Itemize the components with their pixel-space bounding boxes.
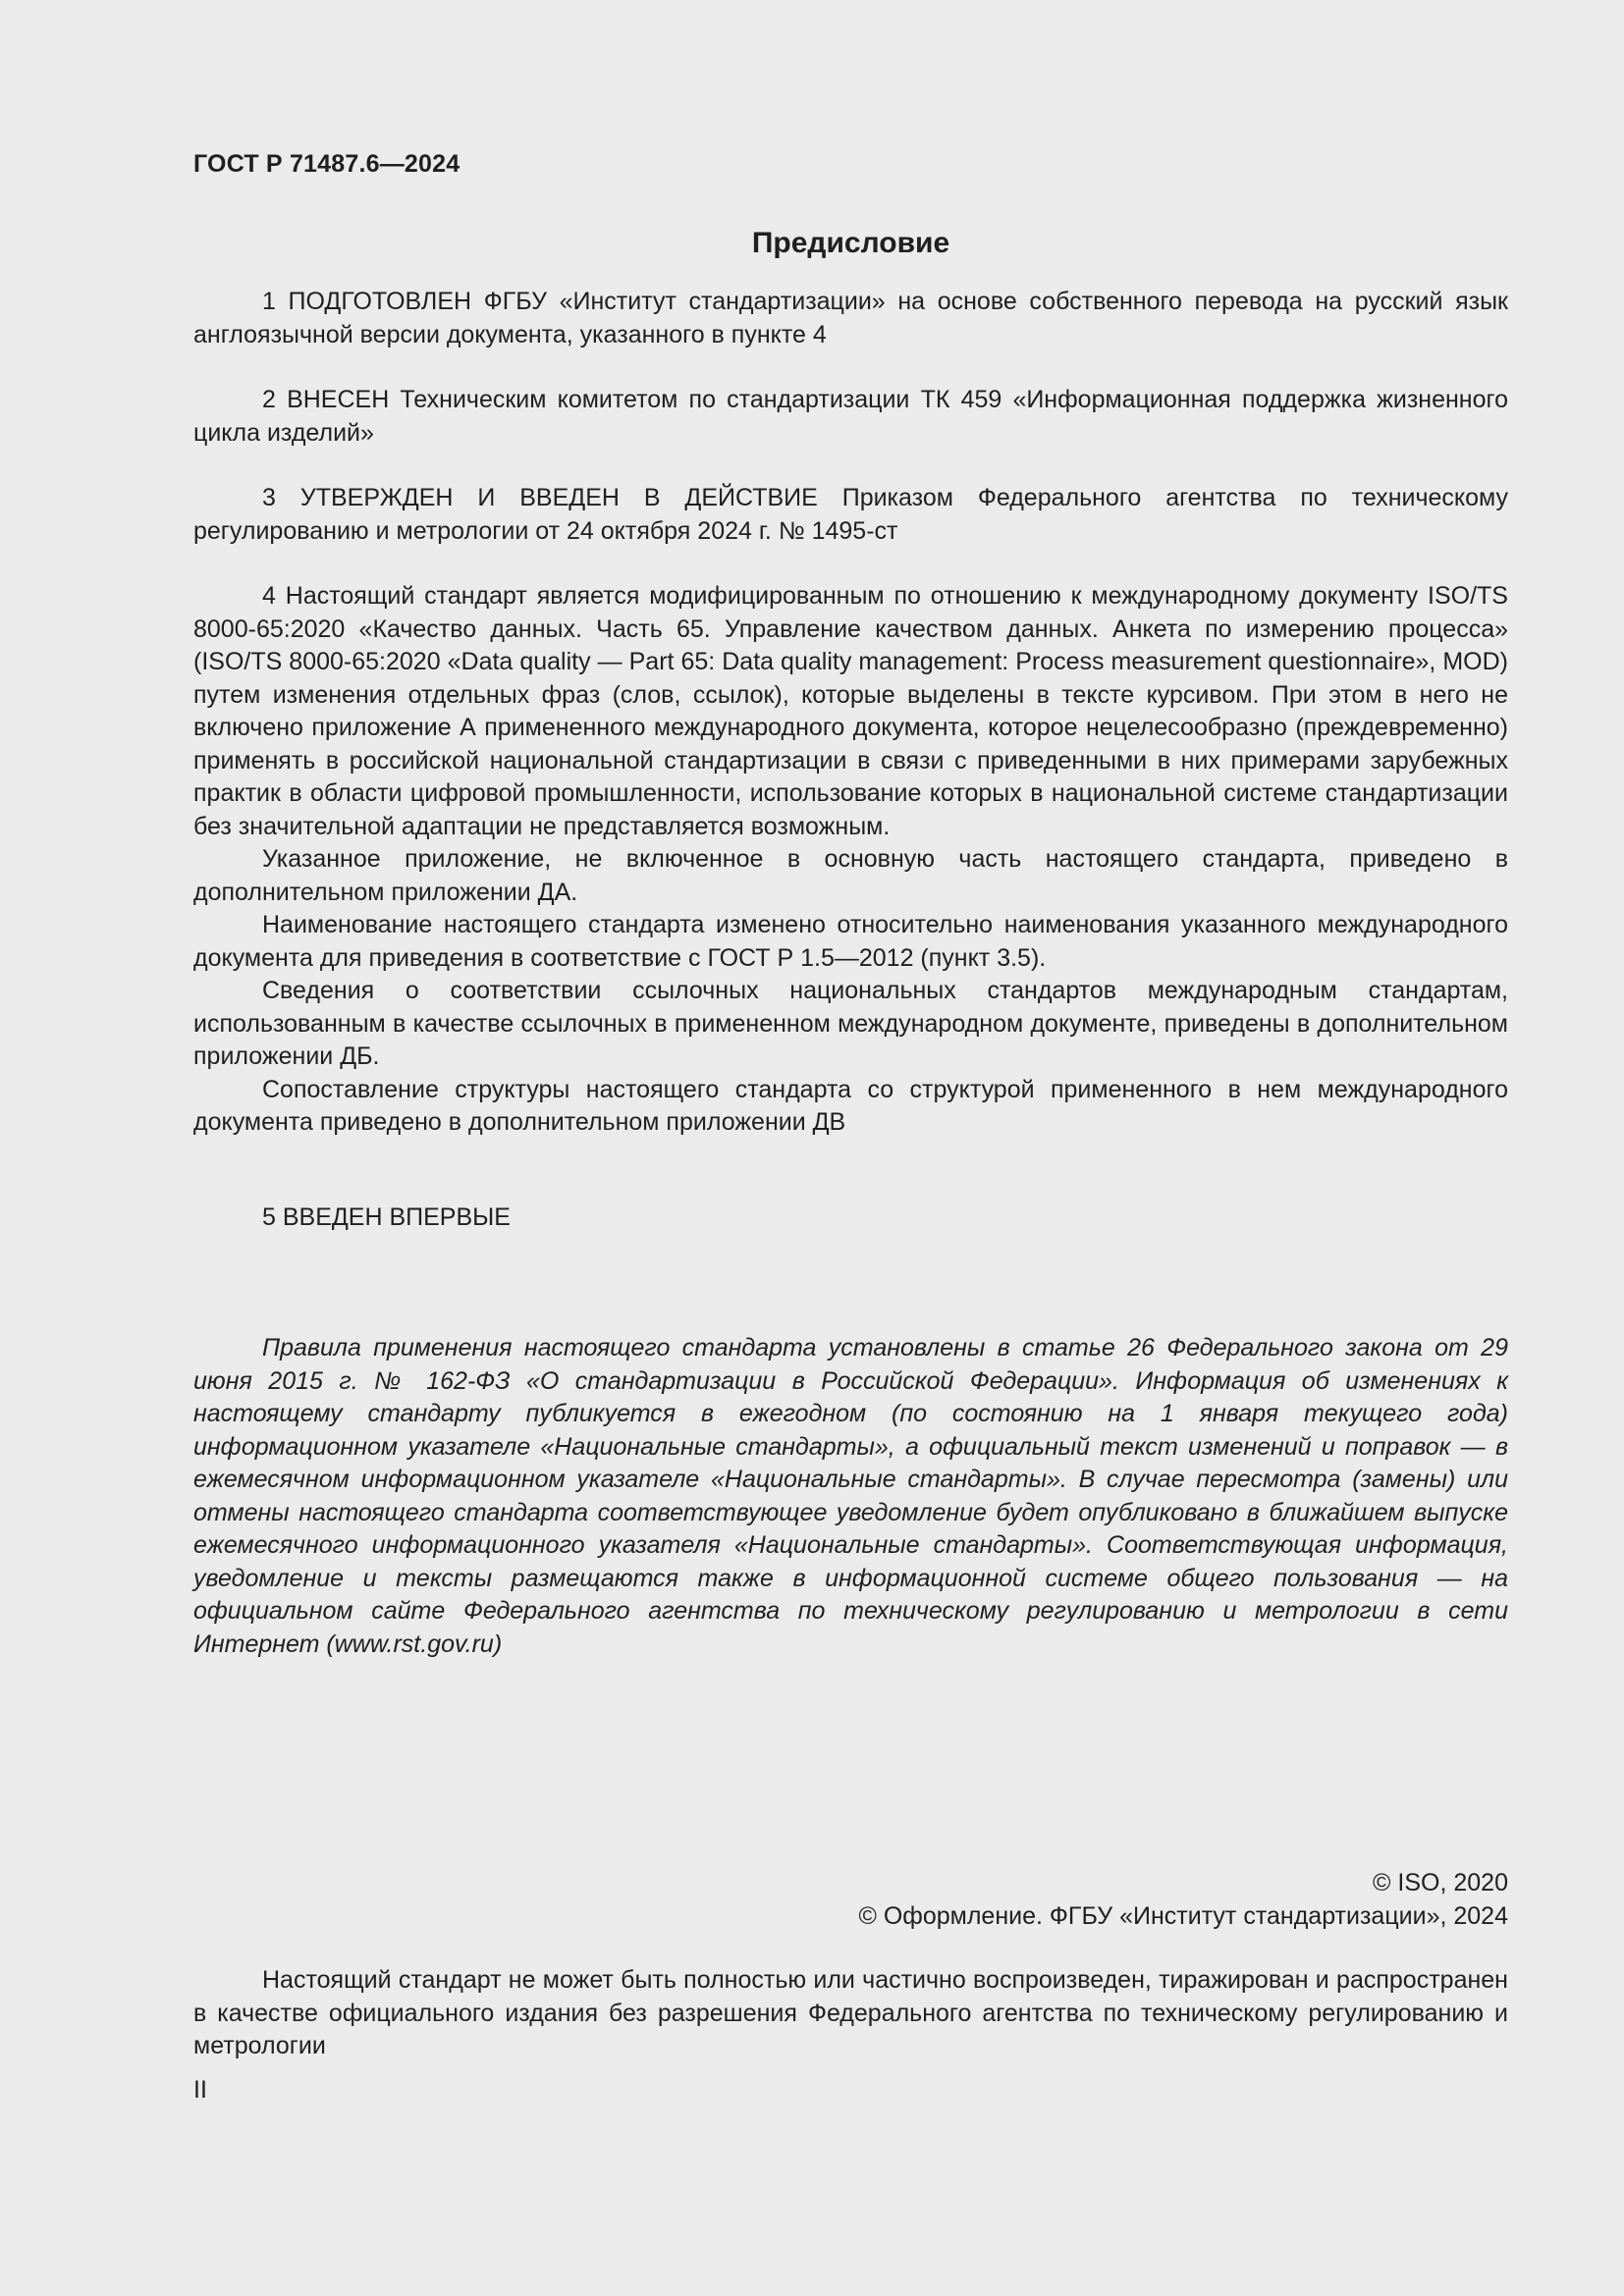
copyright-block	[193, 1866, 1508, 1933]
item-4-paragraph-1: 4 Настоящий стандарт является модифицированным по отношению к международному документу ISO/TS 8000-65:2020 «Качество данных. Часть 65. Управление качеством данных. Анкета по измерению процесса» (ISO/TS 8000-65:2020 «Data quality — Part 65: Data quality management: Process measurement questionnaire», MOD) путем изменения отдельных фраз (слов, ссылок), которые выделены в тексте курсивом. При этом в него не включено приложение А примененного международного документа, которое нецелесообразно (преждевременно) применять в российской национальной стандартизации в связи с приведенными в них примерами зарубежных практик в области цифровой промышленности, использование которых в национальной системе стандартизации без значительной адаптации не представляется возможным.	[193, 582, 1508, 840]
item-4-paragraph-4: Сведения о соответствии ссылочных национальных стандартов международным стандартам, использованным в качестве ссылочных в примененном международном документе, приведены в дополнительном приложении ДБ.	[193, 977, 1508, 1070]
item-5-text: 5 ВВЕДЕН ВПЕРВЫЕ	[262, 1203, 511, 1231]
item-2-block	[193, 384, 1508, 450]
item-1-block	[193, 286, 1508, 351]
item-3-text: 3 УТВЕРЖДЕН И ВВЕДЕН В ДЕЙСТВИЕ Приказом Федерального агентства по техническому регулированию и метрологии от 24 октября 2024 г. № 1495-ст	[193, 484, 1508, 545]
item-4-paragraph-3: Наименование настоящего стандарта изменено относительно наименования указанного международного документа для приведения в соответствие с ГОСТ Р 1.5—2012 (пункт 3.5).	[193, 911, 1508, 972]
page-title: Предисловие	[751, 227, 950, 259]
item-4-paragraph-2: Указанное приложение, не включенное в основную часть настоящего стандарта, приведено в дополнительном приложении ДА.	[193, 845, 1508, 906]
document-page	[193, 0, 1508, 2296]
rules-notice-block	[193, 1332, 1508, 1661]
item-2-text: 2 ВНЕСЕН Техническим комитетом по стандартизации ТК 459 «Информационная поддержка жизненного цикла изделий»	[193, 386, 1508, 447]
reproduction-notice-block	[193, 1964, 1508, 2063]
item-5-block	[193, 1201, 1508, 1235]
item-4-block	[193, 580, 1508, 1140]
item-1-text: 1 ПОДГОТОВЛЕН ФГБУ «Институт стандартизации» на основе собственного перевода на русский язык англоязычной версии документа, указанного в пункте 4	[193, 288, 1508, 348]
reproduction-notice-text: Настоящий стандарт не может быть полностью или частично воспроизведен, тиражирован и распространен в качестве официального издания без разрешения Федерального агентства по техническому регулированию и метрологии	[193, 1966, 1508, 2059]
item-3-block	[193, 482, 1508, 548]
document-designation: ГОСТ Р 71487.6—2024	[193, 150, 460, 178]
page-number: II	[193, 2076, 207, 2104]
copyright-iso: © ISO, 2020	[1373, 1869, 1508, 1896]
item-4-paragraph-5: Сопоставление структуры настоящего стандарта со структурой примененного в нем международного документа приведено в дополнительном приложении ДВ	[193, 1075, 1508, 1136]
copyright-design: © Оформление. ФГБУ «Институт стандартизации», 2024	[858, 1902, 1508, 1930]
rules-notice-text: Правила применения настоящего стандарта установлены в статье 26 Федерального закона от 29 июня 2015 г. № 162-ФЗ «О стандартизации в Российской Федерации». Информация об изменениях к настоящему стандарту публикуется в ежегодном (по состоянию на 1 января текущего года) информационном указателе «Национальные стандарты», а официальный текст изменений и поправок — в ежемесячном информационном указателе «Национальные стандарты». В случае пересмотра (замены) или отмены настоящего стандарта соответствующее уведомление будет опубликовано в ближайшем выпуске ежемесячного информационного указателя «Национальные стандарты». Соответствующая информация, уведомление и тексты размещаются также в информационной системе общего пользования — на официальном сайте Федерального агентства по техническому регулированию и метрологии в сети Интернет (www.rst.gov.ru)	[193, 1334, 1508, 1658]
